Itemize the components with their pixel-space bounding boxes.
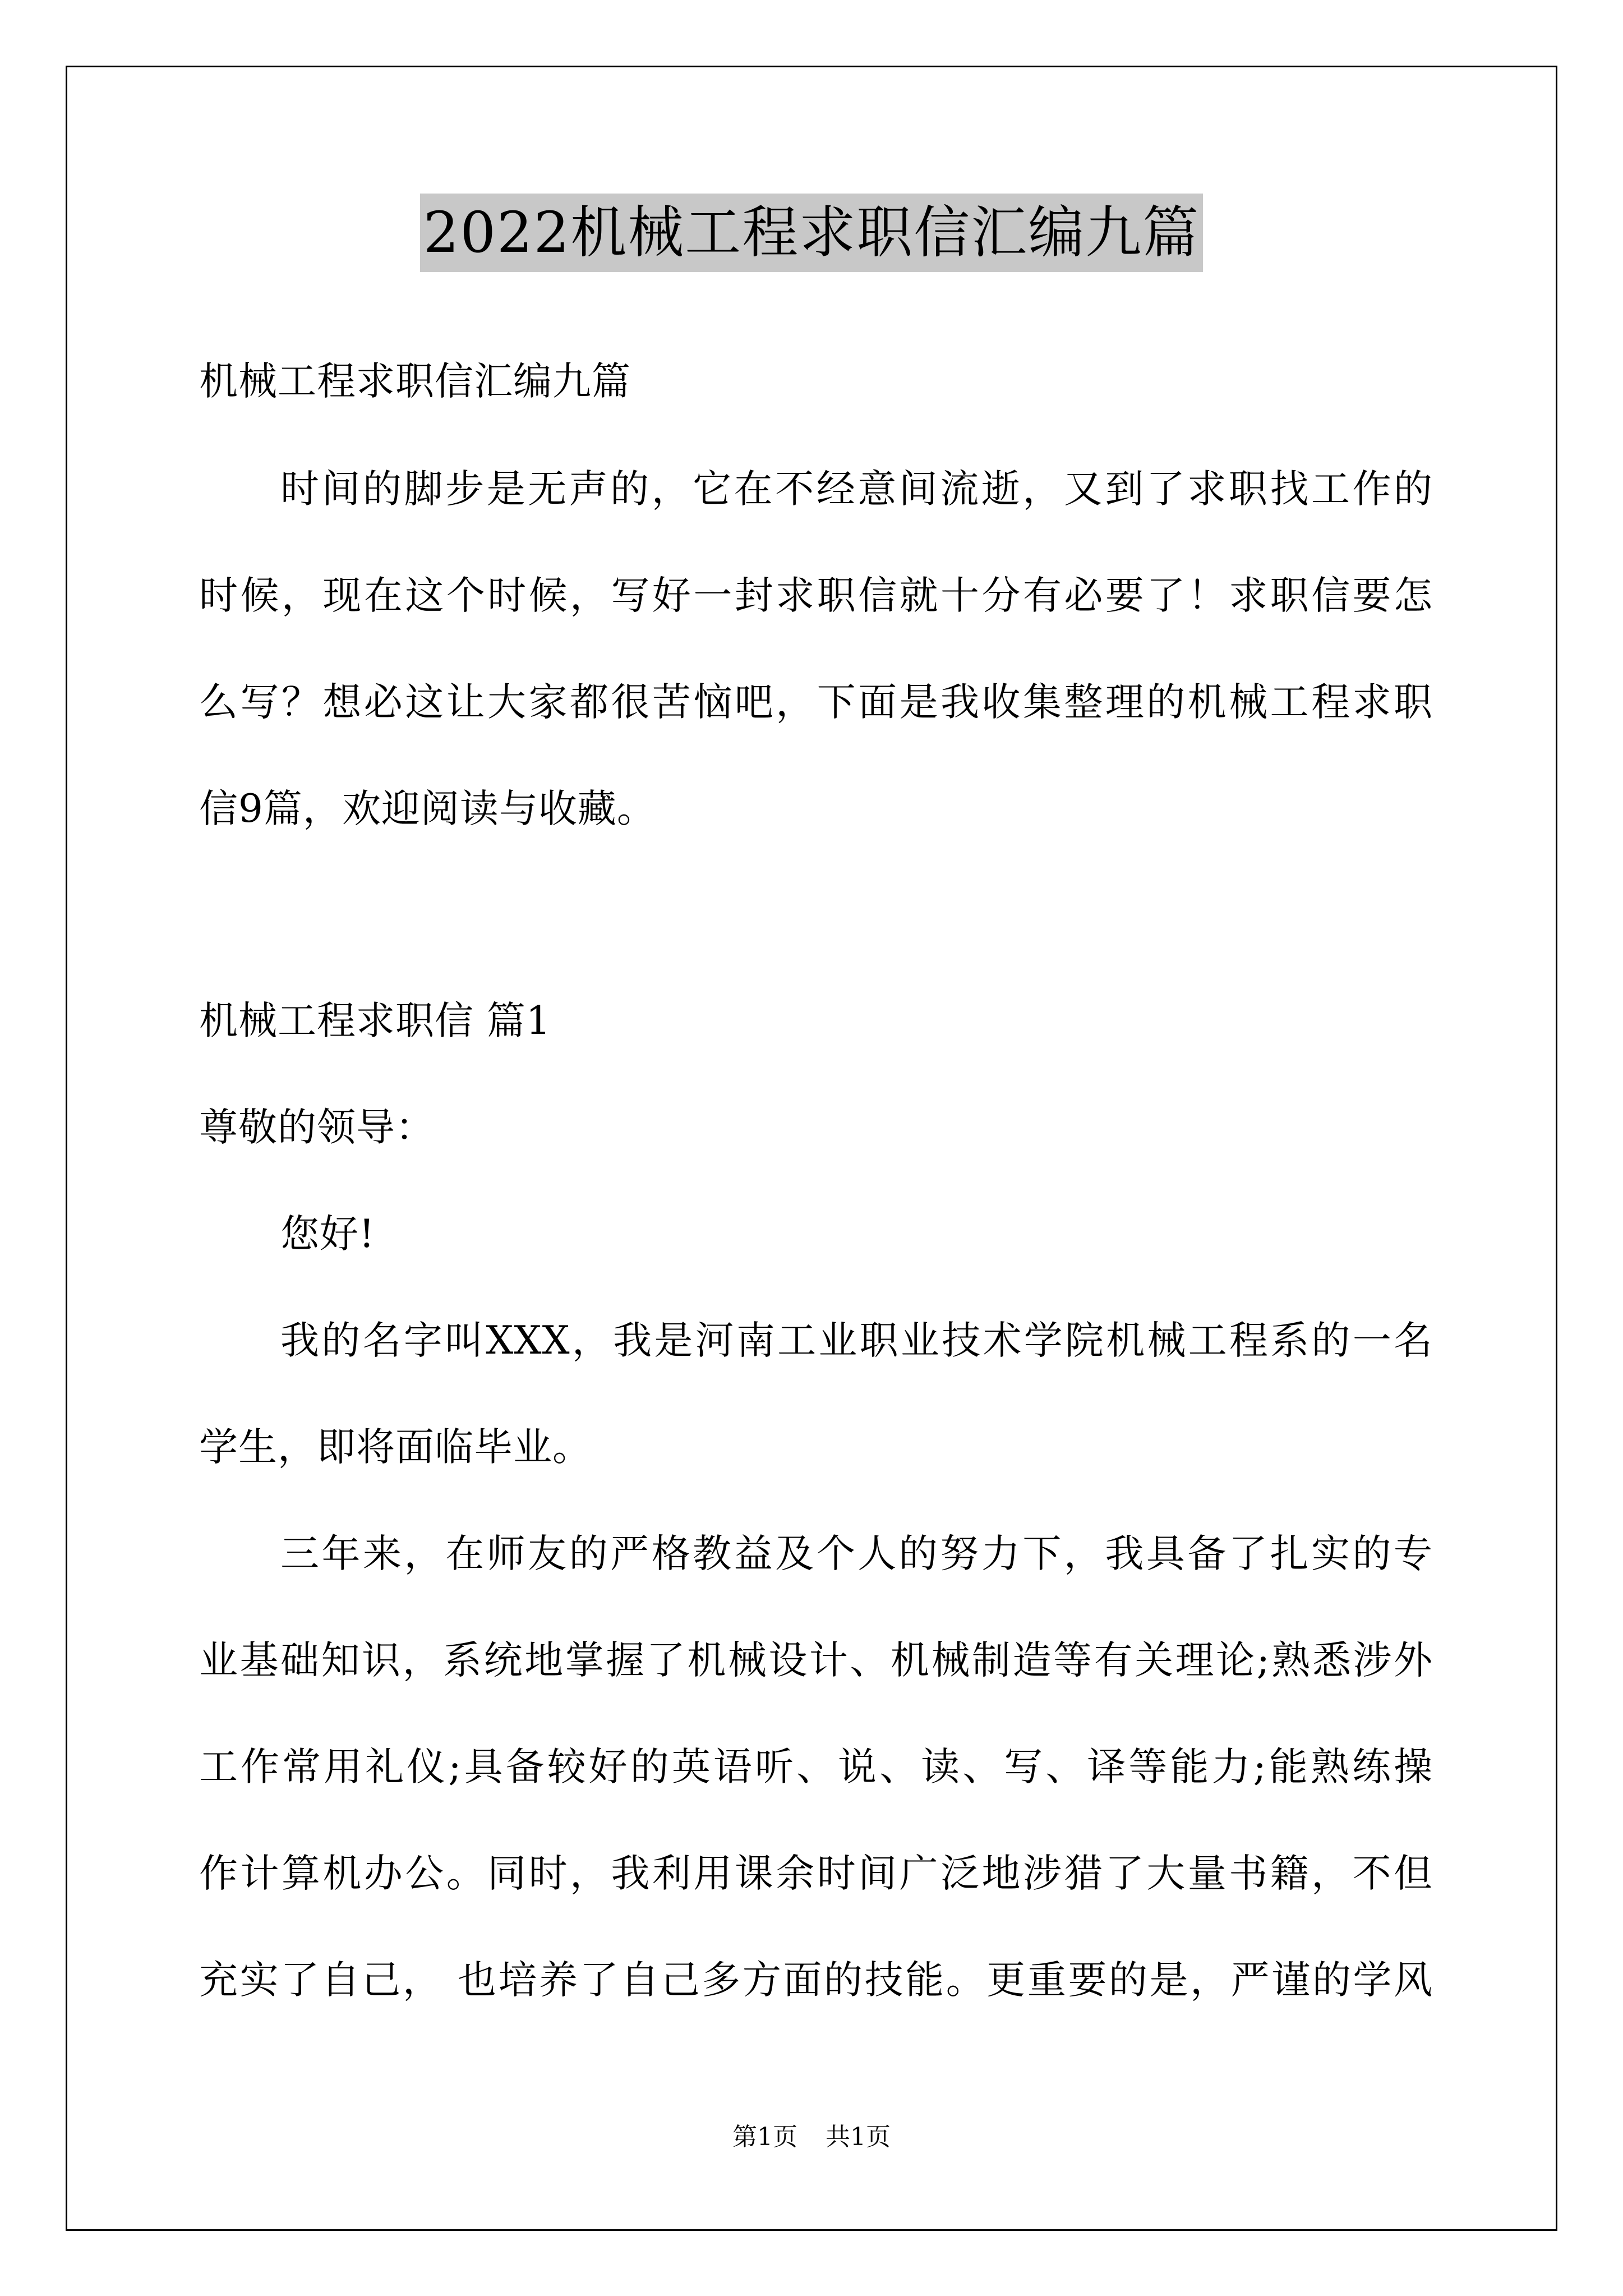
title-container — [0, 194, 1623, 272]
document-subtitle: 机械工程求职信汇编九篇 — [199, 359, 631, 404]
paragraph2-line-2: 业基础知识，系统地掌握了机械设计、机械制造等有关理论;熟悉涉外 — [199, 1638, 1433, 1683]
paragraph1-line-1: 我的名字叫XXX，我是河南工业职业技术学院机械工程系的一名 — [280, 1318, 1433, 1363]
paragraph1-line-2: 学生，即将面临毕业。 — [199, 1425, 592, 1470]
greeting: 您好! — [280, 1212, 375, 1257]
paragraph2-line-4: 作计算机办公。同时，我利用课余时间广泛地涉猎了大量书籍，不但 — [199, 1851, 1433, 1896]
section-heading: 机械工程求职信 篇1 — [199, 999, 551, 1043]
page-footer — [0, 2120, 1623, 2154]
intro-line-3: 么写？想必这让大家都很苦恼吧，下面是我收集整理的机械工程求职 — [199, 680, 1433, 725]
page-total: 共1页 — [826, 2123, 891, 2151]
intro-line-4: 信9篇，欢迎阅读与收藏。 — [199, 786, 656, 831]
page-number: 第1页 — [732, 2123, 797, 2151]
paragraph2-line-3: 工作常用礼仪;具备较好的英语听、说、读、写、译等能力;能熟练操 — [199, 1745, 1433, 1789]
paragraph2-line-5: 充实了自己， 也培养了自己多方面的技能。更重要的是，严谨的学风 — [199, 1958, 1433, 2003]
intro-line-2: 时候，现在这个时候，写好一封求职信就十分有必要了！求职信要怎 — [199, 573, 1433, 618]
intro-line-1: 时间的脚步是无声的，它在不经意间流逝，又到了求职找工作的 — [280, 467, 1433, 512]
paragraph2-line-1: 三年来，在师友的严格教益及个人的努力下，我具备了扎实的专 — [280, 1531, 1433, 1576]
document-title: 2022机械工程求职信汇编九篇 — [420, 194, 1204, 272]
salutation: 尊敬的领导： — [199, 1105, 435, 1150]
